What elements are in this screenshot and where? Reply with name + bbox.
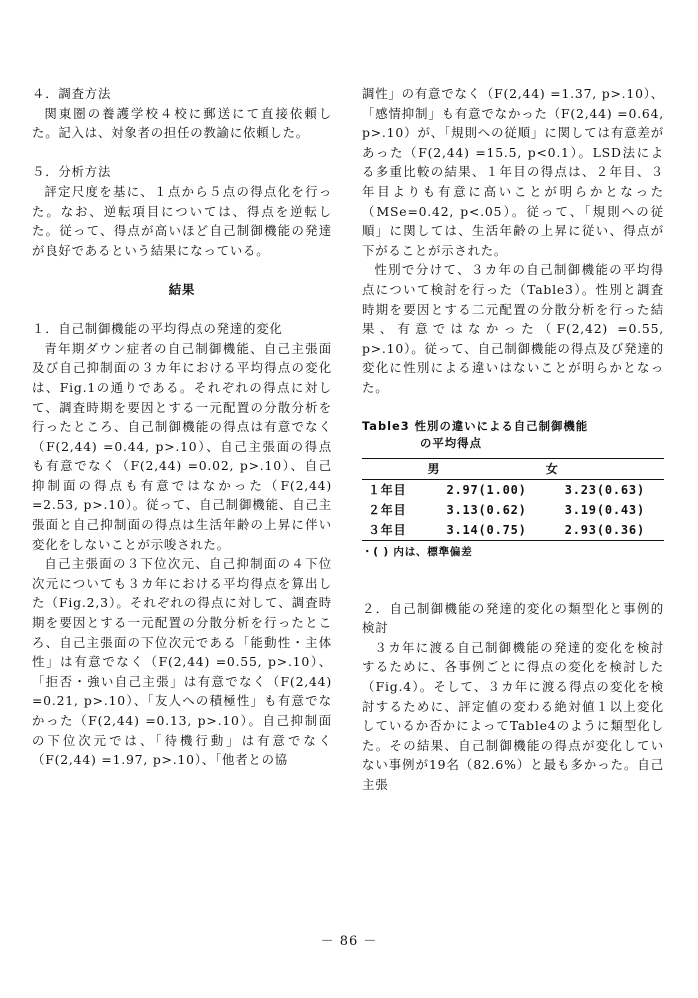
cell-male: 2.97(1.00) — [446, 482, 527, 497]
results-paragraph-4: 性別で分けて、３カ年の自己制御機能の平均得点について検討を行った（Table3）。性別と調査時期を要因とする二元配置の分散分析を行った結果、有意ではなかった（F(2,42) =0.55, p>.10）。従って、自己制御機能の得点及び発達的変化に性別による違いはないことが明らかとなった。 — [362, 262, 664, 395]
table-3-note: ・( ) 内は、標準偏差 — [362, 545, 473, 558]
row-label: １年目 — [368, 482, 407, 497]
table-header-empty — [362, 458, 427, 479]
left-column — [32, 84, 332, 770]
table-3-caption-line-1: Table3 性別の違いによる自己制御機能 — [362, 418, 589, 433]
table-header-female: 女 — [546, 458, 664, 479]
row-label: ３年目 — [362, 520, 427, 541]
table-header-male: 男 — [427, 458, 545, 479]
subsection-2-heading: ２．自己制御機能の発達的変化の類型化と事例的検討 — [362, 600, 664, 636]
table-row — [362, 479, 664, 500]
table-row — [362, 500, 664, 520]
results-paragraph-2: 自己主張面の３下位次元、自己抑制面の４下位次元についても３カ年における平均得点を算出した（Fig.2,3）。それぞれの得点に対して、調査時期を要因とする一元配置の分散分析を行ったところ、自己主張面の下位次元である「能動性・主体性」は有意でなく（F(2,44) =0.55, p>.10）、「拒否・強い自己主張」は有意でなく（F(2,44) =0.21, p>.10）、「友人への積極性」も有意でなかった（F(2,44) =0.13, p>.10）。自己抑制面の下位次元では、「待機行動」は有意でなく（F(2,44) =1.97, p>.10）、「他者との協 — [32, 556, 332, 768]
table-row — [362, 520, 664, 541]
results-paragraph-1: 青年期ダウン症者の自己制御機能、自己主張面及び自己抑制面の３カ年における平均得点の変化は、Fig.1の通りである。それぞれの得点に対して、調査時期を要因とする一元配置の分散分析を行ったところ、自己制御機能の得点は有意でなく（F(2,44) =0.44, p>.10）、自己主張面の得点も有意でなく（F(2,44) =0.02, p>.10）、自己抑制面の得点も有意ではなかった（F(2,44) =2.53, p>.10）。従って、自己制御機能、自己主張面と自己抑制面の得点は生活年齢の上昇に伴い変化をしないことが示唆された。 — [32, 340, 332, 552]
results-paragraph-5: ３カ年に渡る自己制御機能の発達的変化を検討するために、各事例ごとに得点の変化を検討した（Fig.4）。そして、３カ年に渡る得点の変化を検討するために、評定値の変わる絶対値１以上変化しているか否かによってTable4のように類型化した。その結果、自己制御機能の得点が変化していない事例が19名（82.6%）と最も多かった。自己主張 — [362, 639, 664, 793]
subsection-1-heading: １．自己制御機能の平均得点の発達的変化 — [32, 321, 283, 337]
table-header-row — [362, 458, 664, 479]
right-column — [362, 84, 664, 795]
table-3-caption-line-2: の平均得点 — [420, 435, 482, 450]
cell-female: 3.23(0.63) — [564, 482, 645, 497]
results-paragraph-3: 調性」の有意でなく（F(2,44) =1.37, p>.10）、「感情抑制」も有意でなかった（F(2,44) =0.64, p>.10）が、「規則への従順」に関しては有意差があった（F(2,44) =15.5, p<0.1）。LSD法による多重比較の結果、１年目の得点は、２年目、３年目よりも有意に高いことが明らかとなった（MSe=0.42, p<.05）。従って、「規則への従順」に関しては、生活年齢の上昇に従い、得点が下がることが示された。 — [362, 86, 664, 258]
cell-male: 3.14(0.75) — [427, 520, 545, 541]
row-label: ２年目 — [368, 502, 407, 517]
results-heading: 結果 — [168, 281, 196, 297]
table-3-caption — [362, 418, 664, 452]
page-number: － 86 － — [320, 934, 378, 949]
section-4-heading: ４．調査方法 — [32, 86, 112, 101]
table-3-grid — [362, 458, 664, 541]
table-3 — [362, 418, 664, 560]
cell-female: 3.19(0.43) — [564, 502, 645, 517]
section-5-heading: ５．分析方法 — [32, 164, 112, 180]
section-4-body: 関東圏の養護学校４校に郵送にて直接依頼した。記入は、対象者の担任の教諭に依頼した。 — [32, 105, 332, 141]
section-5-body: 評定尺度を基に、１点から５点の得点化を行った。なお、逆転項目については、得点を逆転した。従って、得点が高いほど自己制御機能の発達が良好であるという結果になっている。 — [32, 183, 332, 258]
cell-female: 2.93(0.36) — [546, 520, 664, 541]
cell-male: 3.13(0.62) — [446, 502, 527, 517]
